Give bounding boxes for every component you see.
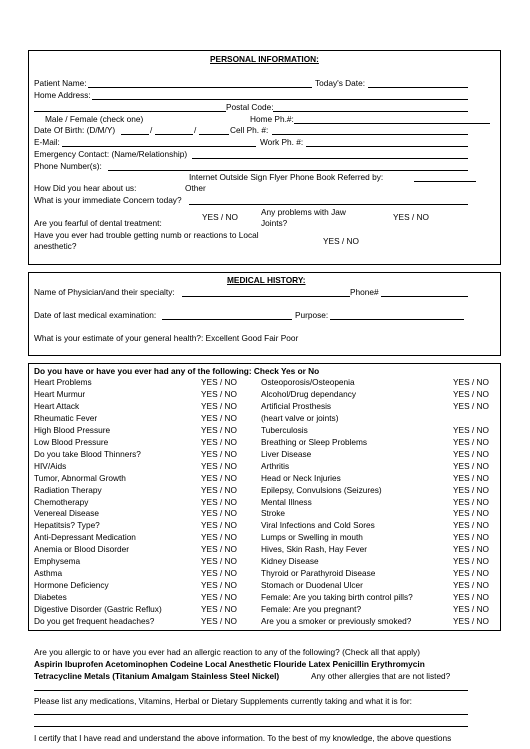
condition-label-left: Digestive Disorder (Gastric Reflux) [34,604,162,614]
condition-label-left: Venereal Disease [34,508,100,518]
condition-label-left: Hepatitsis? Type? [34,520,100,530]
condition-label-left: Chemotherapy [34,497,89,507]
condition-label-left: Anti-Depressant Medication [34,532,136,542]
condition-yes-no-left[interactable]: YES / NO [201,544,237,554]
condition-label-right: Epilepsy, Convulsions (Seizures) [261,485,382,495]
dob-slash-2: / [194,125,197,135]
allergy-list-line1[interactable]: Aspirin Ibuprofen Acetominophen Codeine Local Anesthetic Flouride Latex Penicillin Erythromycin [34,659,425,669]
medications-question: Please list any medications, Vitamins, Herbal or Dietary Supplements currently taking and what it is for: [34,696,412,706]
condition-yes-no-right[interactable]: YES / NO [453,604,489,614]
condition-yes-no-right[interactable]: YES / NO [453,449,489,459]
condition-yes-no-left[interactable]: YES / NO [201,473,237,483]
jaw-label-line1: Any problems with Jaw [261,207,346,217]
dob-month-field[interactable] [155,134,193,135]
physician-field[interactable] [182,296,350,297]
condition-yes-no-left[interactable]: YES / NO [201,377,237,387]
address-line-2-field[interactable] [34,111,226,112]
condition-label-left: Anemia or Blood Disorder [34,544,129,554]
dob-year-field[interactable] [199,134,229,135]
condition-label-right: Stroke [261,508,285,518]
condition-label-right: Liver Disease [261,449,312,459]
condition-label-left: Tumor, Abnormal Growth [34,473,126,483]
purpose-field[interactable] [330,319,464,320]
jaw-yes-no[interactable]: YES / NO [393,212,429,222]
condition-label-left: Heart Murmur [34,389,86,399]
condition-yes-no-right[interactable]: YES / NO [453,508,489,518]
condition-label-left: Asthma [34,568,63,578]
condition-yes-no-left[interactable]: YES / NO [201,592,237,602]
condition-yes-no-right[interactable]: YES / NO [453,556,489,566]
medications-field-1[interactable] [34,714,468,715]
allergy-other-field[interactable] [34,690,468,691]
home-address-field[interactable] [92,99,468,100]
cell-phone-label: Cell Ph. #: [230,125,269,135]
condition-label-left: High Blood Pressure [34,425,111,435]
condition-yes-no-right[interactable]: YES / NO [453,377,489,387]
condition-label-right: Stomach or Duodenal Ulcer [261,580,363,590]
physician-label: Name of Physician/and their specialty: [34,287,175,297]
condition-label-left: Do you get frequent headaches? [34,616,155,626]
condition-label-right: Kidney Disease [261,556,319,566]
dob-day-field[interactable] [121,134,149,135]
home-phone-label: Home Ph.#: [250,114,294,124]
fearful-yes-no[interactable]: YES / NO [202,212,238,222]
condition-yes-no-right[interactable]: YES / NO [453,473,489,483]
home-phone-field[interactable] [294,123,490,124]
condition-label-left: Heart Attack [34,401,80,411]
physician-phone-label: Phone# [350,287,379,297]
condition-label-right: Thyroid or Parathyroid Disease [261,568,376,578]
condition-yes-no-right[interactable]: YES / NO [453,616,489,626]
condition-label-right: (heart valve or joints) [261,413,339,423]
condition-yes-no-left[interactable]: YES / NO [201,449,237,459]
condition-yes-no-right[interactable]: YES / NO [453,568,489,578]
condition-yes-no-right[interactable]: YES / NO [453,592,489,602]
allergy-question: Are you allergic to or have you ever had an allergic reaction to any of the following? (Check all that apply) [34,647,421,657]
condition-yes-no-left[interactable]: YES / NO [201,437,237,447]
condition-label-right: Tuberculosis [261,425,308,435]
condition-yes-no-right[interactable]: YES / NO [453,401,489,411]
home-address-label: Home Address: [34,90,91,100]
condition-label-right: Are you a smoker or previously smoked? [261,616,412,626]
condition-yes-no-left[interactable]: YES / NO [201,461,237,471]
condition-yes-no-right[interactable]: YES / NO [453,520,489,530]
email-field[interactable] [62,146,256,147]
medical-history-heading: MEDICAL HISTORY: [227,275,306,285]
condition-label-right: Lumps or Swelling in mouth [261,532,363,542]
todays-date-label: Today's Date: [315,78,366,88]
condition-yes-no-left[interactable]: YES / NO [201,389,237,399]
condition-yes-no-left[interactable]: YES / NO [201,508,237,518]
condition-yes-no-right[interactable]: YES / NO [453,544,489,554]
concern-field[interactable] [189,204,468,205]
dob-slash-1: / [150,125,153,135]
jaw-label-line2: Joints? [261,218,288,228]
medications-field-2[interactable] [34,726,468,727]
patient-name-label: Patient Name: [34,78,87,88]
postal-code-label: Postal Code: [226,102,274,112]
referred-by-field[interactable] [414,181,476,182]
condition-label-right: Head or Neck Injuries [261,473,341,483]
numb-yes-no[interactable]: YES / NO [323,236,359,246]
condition-yes-no-left[interactable]: YES / NO [201,520,237,530]
emergency-contact-label: Emergency Contact: (Name/Relationship) [34,149,188,159]
condition-label-left: HIV/Aids [34,461,67,471]
work-phone-field[interactable] [306,146,468,147]
condition-yes-no-right[interactable]: YES / NO [453,497,489,507]
cell-phone-field[interactable] [272,134,468,135]
condition-yes-no-right[interactable]: YES / NO [453,532,489,542]
work-phone-label: Work Ph. #: [260,137,304,147]
phone-numbers-label: Phone Number(s): [34,161,102,171]
personal-info-heading: PERSONAL INFORMATION: [210,54,319,64]
email-label: E-Mail: [34,137,60,147]
concern-label: What is your immediate Concern today? [34,195,182,205]
condition-label-left: Rheumatic Fever [34,413,98,423]
condition-yes-no-left[interactable]: YES / NO [201,532,237,542]
condition-yes-no-right[interactable]: YES / NO [453,389,489,399]
condition-label-right: Viral Infections and Cold Sores [261,520,375,530]
condition-label-left: Radiation Therapy [34,485,102,495]
last-exam-label: Date of last medical examination: [34,310,157,320]
condition-label-left: Diabetes [34,592,67,602]
condition-label-right: Hives, Skin Rash, Hay Fever [261,544,368,554]
postal-code-field[interactable] [273,111,468,112]
condition-yes-no-left[interactable]: YES / NO [201,580,237,590]
todays-date-field[interactable] [368,87,468,88]
condition-yes-no-left[interactable]: YES / NO [201,568,237,578]
condition-label-right: Alcohol/Drug dependancy [261,389,357,399]
emergency-contact-field[interactable] [192,158,468,159]
condition-label-left: Low Blood Pressure [34,437,109,447]
condition-yes-no-right[interactable]: YES / NO [453,425,489,435]
condition-yes-no-left[interactable]: YES / NO [201,556,237,566]
health-estimate-label[interactable]: What is your estimate of your general health?: Excellent Good Fair Poor [34,333,299,343]
numb-label-line2: anesthetic? [34,241,77,251]
last-exam-field[interactable] [162,319,292,320]
condition-label-left: Emphysema [34,556,81,566]
condition-label-right: Osteoporosis/Osteopenia [261,377,355,387]
numb-label-line1: Have you ever had trouble getting numb or reactions to Local [34,230,259,240]
allergy-other-label: Any other allergies that are not listed? [311,671,451,681]
dob-label: Date Of Birth: (D/M/Y) [34,125,116,135]
male-female-checkbox[interactable]: Male / Female (check one) [45,114,144,124]
referral-other-option[interactable]: Other [185,183,206,193]
condition-yes-no-left[interactable]: YES / NO [201,485,237,495]
condition-yes-no-left[interactable]: YES / NO [201,401,237,411]
condition-yes-no-left[interactable]: YES / NO [201,413,237,423]
certify-statement: I certify that I have read and understand the above information. To the best of my knowledge, the above questions [34,733,452,743]
allergy-list-line2[interactable]: Tetracycline Metals (Titanium Amalgam Stainless Steel Nickel) [34,671,280,681]
condition-label-right: Artificial Prosthesis [261,401,332,411]
condition-yes-no-left[interactable]: YES / NO [201,616,237,626]
condition-yes-no-left[interactable]: YES / NO [201,604,237,614]
referral-options[interactable]: Internet Outside Sign Flyer Phone Book Referred by: [189,172,384,182]
patient-name-field[interactable] [88,87,312,88]
condition-yes-no-left[interactable]: YES / NO [201,497,237,507]
condition-yes-no-right[interactable]: YES / NO [453,461,489,471]
condition-yes-no-right[interactable]: YES / NO [453,580,489,590]
condition-yes-no-left[interactable]: YES / NO [201,425,237,435]
condition-label-left: Hormone Deficiency [34,580,109,590]
purpose-label: Purpose: [295,310,329,320]
condition-label-right: Mental Illness [261,497,312,507]
condition-yes-no-right[interactable]: YES / NO [453,437,489,447]
condition-label-right: Breathing or Sleep Problems [261,437,368,447]
condition-label-left: Do you take Blood Thinners? [34,449,141,459]
fearful-label: Are you fearful of dental treatment: [34,218,162,228]
condition-label-right: Female: Are you taking birth control pills? [261,592,413,602]
phone-numbers-field[interactable] [108,170,468,171]
physician-phone-field[interactable] [381,296,468,297]
condition-label-left: Heart Problems [34,377,92,387]
how-heard-label: How Did you hear about us: [34,183,137,193]
conditions-header: Do you have or have you ever had any of the following: Check Yes or No [34,366,320,376]
condition-label-right: Arthritis [261,461,290,471]
condition-label-right: Female: Are you pregnant? [261,604,362,614]
condition-yes-no-right[interactable]: YES / NO [453,485,489,495]
